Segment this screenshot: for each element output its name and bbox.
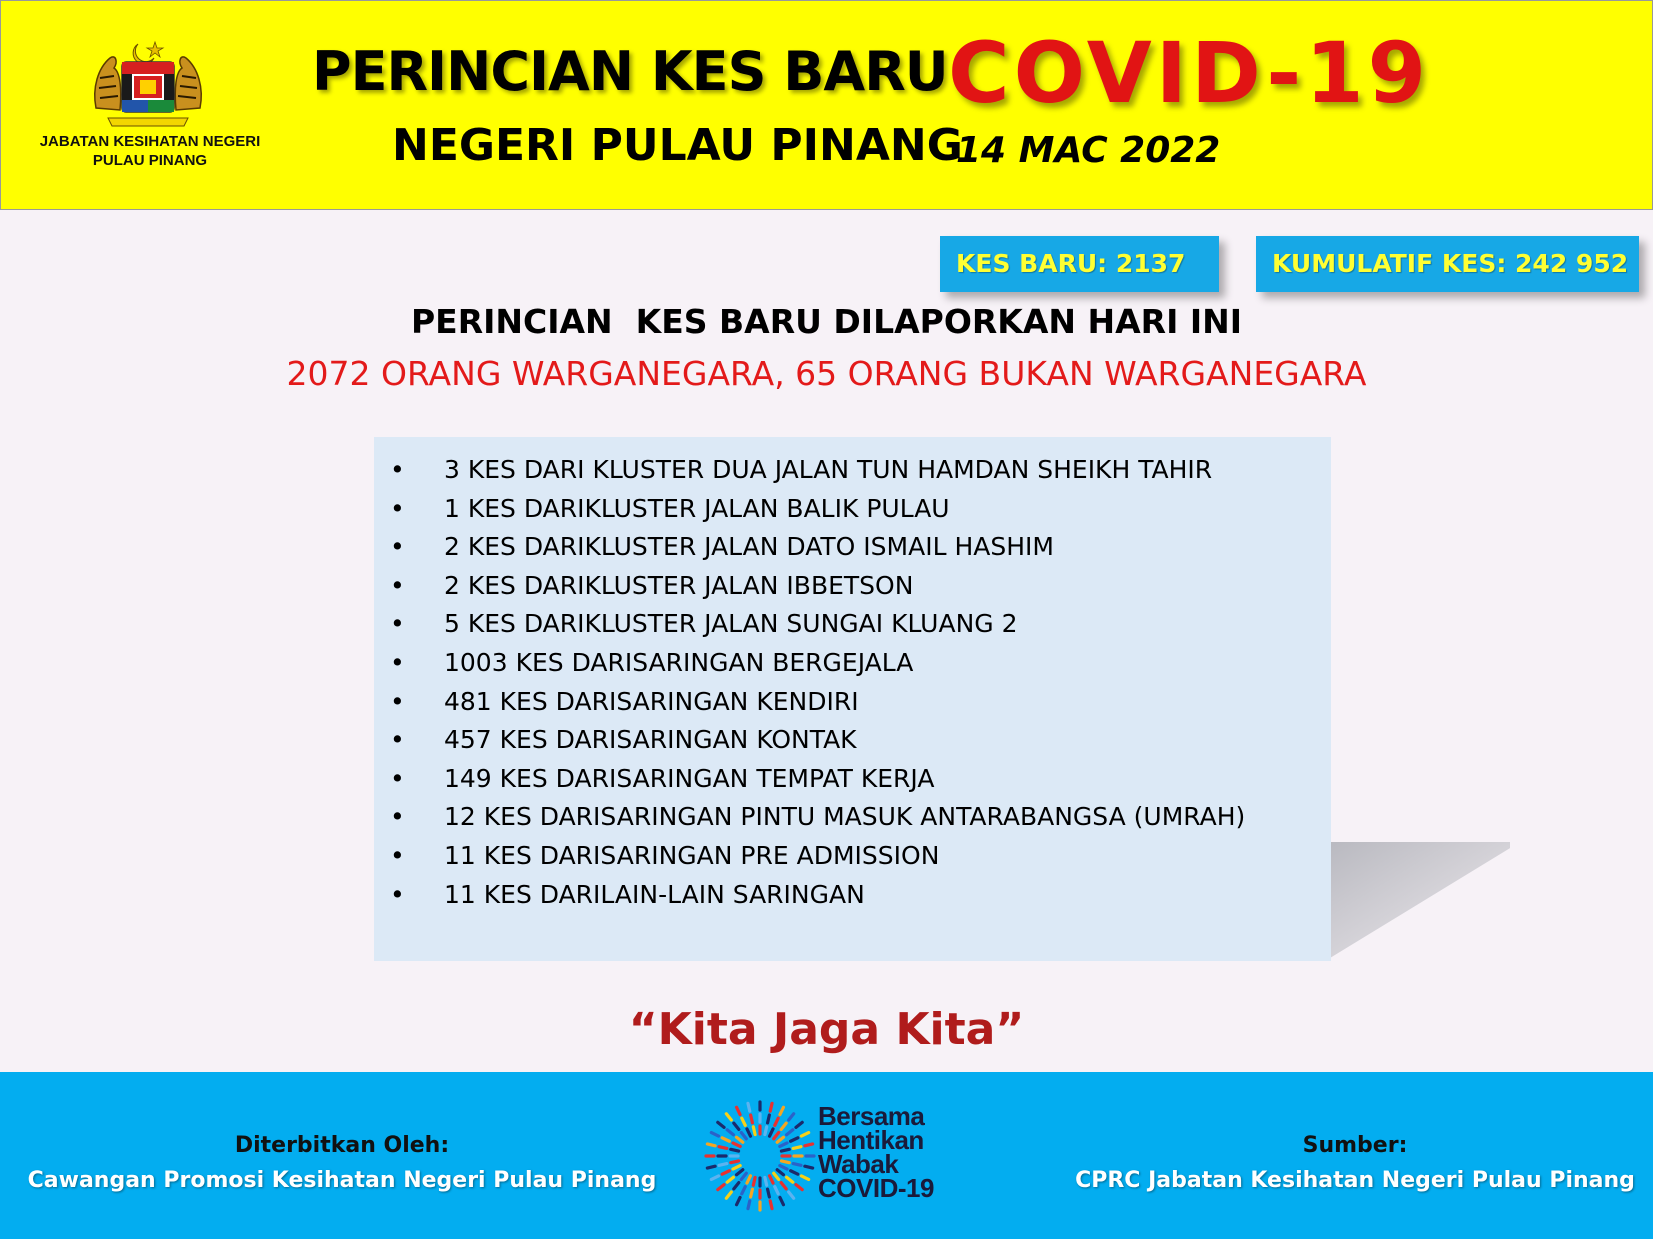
logo-ray: [780, 1166, 787, 1169]
list-item-text: 457 KES DARISARINGAN KONTAK: [444, 725, 857, 755]
report-date: 14 MAC 2022: [956, 130, 1221, 171]
logo-ray: [780, 1197, 783, 1204]
logo-ray: [742, 1118, 745, 1125]
campaign-line-3: Wabak: [818, 1149, 899, 1179]
list-item-text: 481 KES DARISARINGAN KENDIRI: [444, 686, 859, 716]
list-item: [374, 876, 1331, 915]
logo-ray: [719, 1164, 727, 1166]
logo-ray: [781, 1123, 786, 1129]
panel-shadow: [1320, 838, 1510, 958]
logo-ray: [748, 1103, 750, 1111]
logo-ray: [753, 1127, 755, 1135]
logo-ray: [781, 1183, 786, 1189]
logo-ray: [768, 1189, 770, 1197]
logo-ray: [734, 1123, 739, 1129]
logo-ray: [765, 1177, 767, 1185]
list-item-text: 1 KES DARIKLUSTER JALAN BALIK PULAU: [444, 493, 950, 523]
bullet: •: [390, 647, 405, 677]
logo-ray: [711, 1133, 718, 1136]
details-heading: PERINCIAN KES BARU DILAPORKAN HARI INI: [410, 302, 1243, 341]
agency-line-1: JABATAN KESIHATAN NEGERI: [39, 133, 261, 150]
logo-ray: [796, 1122, 802, 1127]
list-item: [374, 760, 1331, 799]
list-item-text: 12 KES DARISARINGAN PINTU MASUK ANTARABANGSA (UMRAH): [444, 802, 1246, 832]
campaign-line-2: Hentikan: [818, 1125, 924, 1155]
logo-ray: [780, 1143, 787, 1146]
logo-ray: [789, 1192, 794, 1198]
list-item: [374, 451, 1331, 490]
list-item-text: 1003 KES DARISARINGAN BERGEJALA: [444, 647, 914, 677]
list-item-text: 2 KES DARIKLUSTER JALAN IBBETSON: [444, 570, 914, 600]
agency-line-2: PULAU PINANG: [92, 152, 208, 169]
logo-ray: [737, 1197, 740, 1204]
state-title: NEGERI PULAU PINANG: [392, 120, 963, 171]
bullet: •: [390, 725, 405, 755]
logo-ray: [770, 1129, 773, 1136]
list-item: [374, 644, 1331, 683]
logo-ray: [727, 1130, 733, 1135]
logo-ray: [793, 1147, 801, 1149]
slogan: “Kita Jaga Kita”: [628, 1004, 1025, 1055]
cumulative-cases-badge: KUMULATIF KES: 242 952: [1256, 236, 1639, 292]
logo-ray: [733, 1143, 740, 1146]
logo-ray: [707, 1166, 715, 1168]
logo-ray: [737, 1107, 740, 1114]
bullet: •: [390, 802, 405, 832]
list-item: [374, 528, 1331, 567]
logo-ray: [718, 1185, 724, 1190]
logo-ray: [722, 1171, 729, 1174]
logo-ray: [781, 1161, 789, 1163]
logo-ray: [770, 1201, 772, 1209]
logo-ray: [719, 1147, 727, 1149]
logo-ray: [727, 1177, 733, 1182]
list-item: [374, 605, 1331, 644]
logo-ray: [737, 1170, 743, 1175]
logo-ray: [731, 1161, 739, 1163]
logo-ray: [801, 1176, 808, 1179]
logo-ray: [726, 1192, 731, 1198]
campaign-logo-text: [818, 1101, 934, 1203]
covid-title: COVID-19: [948, 24, 1431, 122]
logo-ray: [774, 1173, 779, 1179]
logo-ray: [726, 1114, 731, 1120]
list-item: [374, 798, 1331, 837]
logo-ray: [777, 1137, 783, 1142]
logo-ray: [741, 1173, 746, 1179]
bullet: •: [390, 493, 405, 523]
publisher-label: Diterbitkan Oleh:: [234, 1133, 450, 1158]
logo-ray: [747, 1129, 750, 1136]
list-item: [374, 490, 1331, 529]
logo-ray: [805, 1166, 813, 1168]
list-item: [374, 683, 1331, 722]
logo-ray: [791, 1171, 798, 1174]
logo-ray: [793, 1164, 801, 1166]
new-cases-badge: KES BARU: 2137: [940, 236, 1219, 292]
logo-ray: [781, 1149, 789, 1151]
logo-ray: [775, 1187, 778, 1194]
bullet: •: [390, 686, 405, 716]
logo-ray: [742, 1187, 745, 1194]
agency-name: [20, 132, 280, 170]
bullet: •: [390, 455, 405, 484]
bullet: •: [390, 840, 405, 870]
campaign-line-4: COVID-19: [818, 1173, 934, 1203]
logo-ray: [711, 1176, 718, 1179]
logo-ray: [770, 1103, 772, 1111]
logo-ray: [722, 1138, 729, 1141]
bullet: •: [390, 532, 405, 562]
logo-ray: [751, 1115, 753, 1123]
source-name: CPRC Jabatan Kesihatan Negeri Pulau Pinang: [1075, 1168, 1635, 1193]
list-item: [374, 837, 1331, 876]
logo-ray: [731, 1149, 739, 1151]
list-item: [374, 567, 1331, 606]
sunburst-logo-icon: [700, 1096, 820, 1216]
source-label: Sumber:: [1302, 1133, 1408, 1158]
logo-ray: [765, 1127, 767, 1135]
logo-ray: [777, 1170, 783, 1175]
logo-ray: [775, 1118, 778, 1125]
logo-ray: [768, 1115, 770, 1123]
publisher-name: Cawangan Promosi Kesihatan Negeri Pulau Pinang: [27, 1168, 657, 1193]
list-item-text: 2 KES DARIKLUSTER JALAN DATO ISMAIL HASHIM: [444, 532, 1054, 562]
logo-ray: [733, 1166, 740, 1169]
bullet: •: [390, 879, 405, 909]
bullet: •: [390, 763, 405, 793]
logo-ray: [787, 1130, 793, 1135]
logo-ray: [774, 1133, 779, 1139]
case-details-list: [374, 451, 1331, 914]
list-item-text: 11 KES DARISARINGAN PRE ADMISSION: [444, 840, 940, 870]
bullet: •: [390, 609, 405, 639]
list-item-text: 3 KES DARI KLUSTER DUA JALAN TUN HAMDAN SHEIKH TAHIR: [444, 455, 1213, 484]
logo-ray: [737, 1137, 743, 1142]
logo-ray: [801, 1133, 808, 1136]
logo-ray: [707, 1144, 715, 1146]
list-item-text: 11 KES DARILAIN-LAIN SARINGAN: [444, 879, 865, 909]
list-item-text: 5 KES DARIKLUSTER JALAN SUNGAI KLUANG 2: [444, 609, 1018, 639]
logo-ray: [747, 1176, 750, 1183]
logo-ray: [741, 1133, 746, 1139]
logo-ray: [780, 1107, 783, 1114]
logo-ray: [796, 1185, 802, 1190]
list-item-text: 149 KES DARISARINGAN TEMPAT KERJA: [444, 763, 935, 793]
page-title: PERINCIAN KES BARU: [312, 40, 948, 103]
logo-ray: [770, 1176, 773, 1183]
logo-ray: [805, 1144, 813, 1146]
citizenship-breakdown: 2072 ORANG WARGANEGARA, 65 ORANG BUKAN WARGANEGARA: [286, 354, 1367, 393]
case-details-panel: [374, 437, 1331, 961]
coat-of-arms-icon: [88, 38, 208, 128]
logo-ray: [751, 1189, 753, 1197]
campaign-line-1: Bersama: [818, 1101, 925, 1131]
logo-ray: [753, 1177, 755, 1185]
logo-ray: [734, 1183, 739, 1189]
logo-ray: [787, 1177, 793, 1182]
list-item: [374, 721, 1331, 760]
logo-ray: [791, 1138, 798, 1141]
logo-ray: [718, 1122, 724, 1127]
logo-ray: [789, 1114, 794, 1120]
bullet: •: [390, 570, 405, 600]
logo-ray: [748, 1201, 750, 1209]
